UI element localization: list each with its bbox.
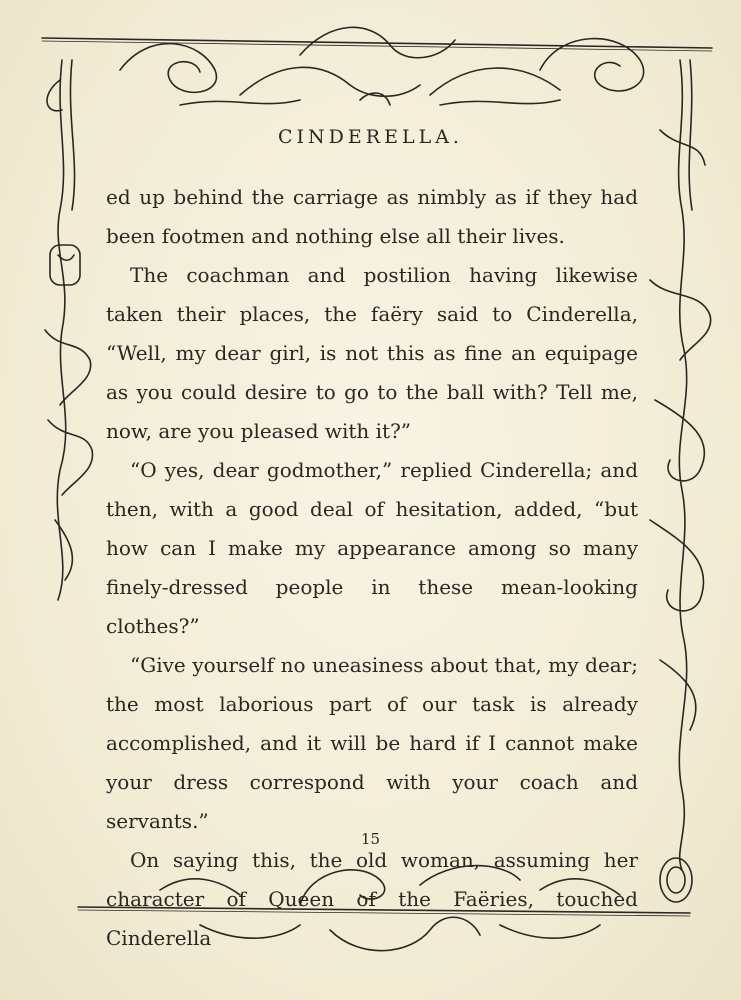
paragraph: On saying this, the old woman, assuming her character of Queen of the Faëries, touched Cinderella xyxy=(106,848,638,950)
page-number: 15 xyxy=(360,830,381,848)
running-head: CINDERELLA. xyxy=(278,126,463,148)
paragraph: The coachman and postilion having likewise taken their places, the faëry said to Cinderella, “Well, my dear girl, is not this as fine an equipage as you could desire to go to the ball with? Tell me, now, are you pleased with it?” xyxy=(106,263,638,443)
paragraph: ed up behind the carriage as nimbly as if they had been footmen and nothing else all their lives. xyxy=(106,185,638,248)
paragraph: “Give yourself no uneasiness about that, my dear; the most laborious part of our task is already accomplished, and it will be hard if I cannot make your dress correspond with your coach and servants.” xyxy=(106,653,638,833)
paragraph: “O yes, dear godmother,” replied Cinderella; and then, with a good deal of hesitation, added, “but how can I make my appearance among so many finely-dressed people in these mean-looking clothes?” xyxy=(106,458,638,638)
